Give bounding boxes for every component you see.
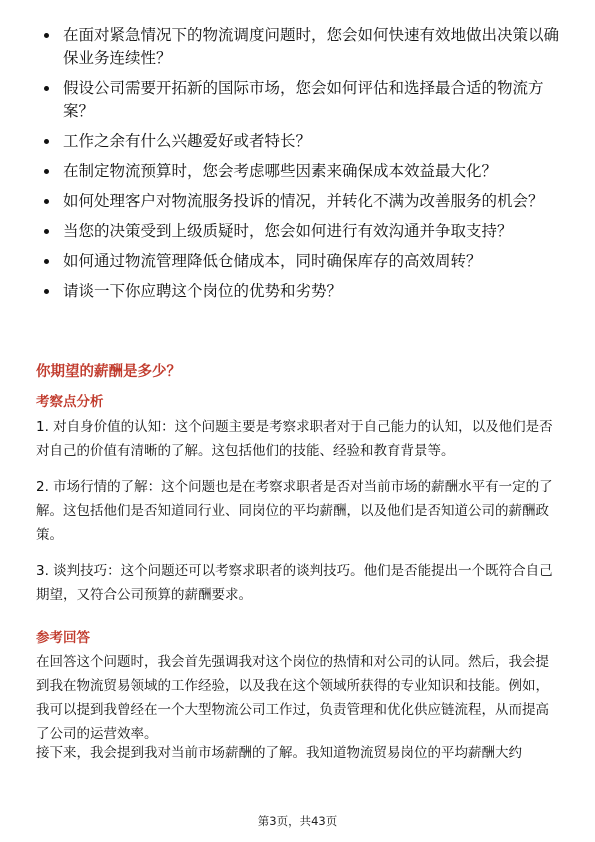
bullet-icon: [44, 229, 49, 234]
bullet-icon: [44, 259, 49, 264]
question-title: 你期望的薪酬是多少？: [36, 364, 181, 380]
list-item: [44, 77, 564, 123]
list-item-text: 工作之余有什么兴趣爱好或者特长？: [63, 132, 312, 150]
bullet-icon: [44, 199, 49, 204]
bullet-icon: [44, 33, 49, 38]
list-item-text: 如何通过物流管理降低仓储成本，同时确保库存的高效周转？: [63, 252, 482, 270]
list-item: [44, 190, 564, 213]
bullet-icon: [44, 86, 49, 91]
list-item-text: 在面对紧急情况下的物流调度问题时，您会如何快速有效地做出决策以确保业务连续性？: [63, 26, 560, 67]
list-item: [44, 160, 564, 183]
list-item-text: 假设公司需要开拓新的国际市场，您会如何评估和选择最合适的物流方案？: [63, 79, 544, 120]
bullet-icon: [44, 169, 49, 174]
bullet-icon: [44, 289, 49, 294]
reference-paragraph: 接下来，我会提到我对当前市场薪酬的了解。我知道物流贸易岗位的平均薪酬大约: [36, 745, 522, 761]
analysis-point: 2. 市场行情的了解：这个问题也是在考察求职者是否对当前市场的薪酬水平有一定的了解。这包括他们是否知道同行业、同岗位的平均薪酬，以及他们是否知道公司的薪酬政策。: [36, 479, 553, 543]
analysis-point: 3. 谈判技巧：这个问题还可以考察求职者的谈判技巧。他们是否能提出一个既符合自己期望，又符合公司预算的薪酬要求。: [36, 563, 553, 603]
bullet-icon: [44, 139, 49, 144]
list-item: [44, 280, 564, 303]
question-list: [44, 24, 564, 310]
list-item-text: 当您的决策受到上级质疑时，您会如何进行有效沟通并争取支持？: [63, 222, 513, 240]
list-item-text: 如何处理客户对物流服务投诉的情况，并转化不满为改善服务的机会？: [63, 192, 544, 210]
list-item: [44, 24, 564, 70]
list-item-text: 在制定物流预算时，您会考虑哪些因素来确保成本效益最大化？: [63, 162, 498, 180]
analysis-point: 1. 对自身价值的认知：这个问题主要是考察求职者对于自己能力的认知，以及他们是否对自己的价值有清晰的了解。这包括他们的技能、经验和教育背景等。: [36, 419, 553, 459]
reference-heading: 参考回答: [36, 630, 90, 646]
list-item: [44, 220, 564, 243]
page-number: 第3页，共43页: [257, 814, 338, 828]
list-item: [44, 130, 564, 153]
list-item-text: 请谈一下你应聘这个岗位的优势和劣势？: [63, 282, 343, 300]
list-item: [44, 250, 564, 273]
reference-paragraph: 在回答这个问题时，我会首先强调我对这个岗位的热情和对公司的认同。然后，我会提到我在物流贸易领域的工作经验，以及我在这个领域所获得的专业知识和技能。例如，我可以提到我曾经在一个大型物流公司工作过，负责管理和优化供应链流程，从而提高了公司的运营效率。: [36, 654, 549, 742]
analysis-heading: 考察点分析: [36, 394, 104, 410]
